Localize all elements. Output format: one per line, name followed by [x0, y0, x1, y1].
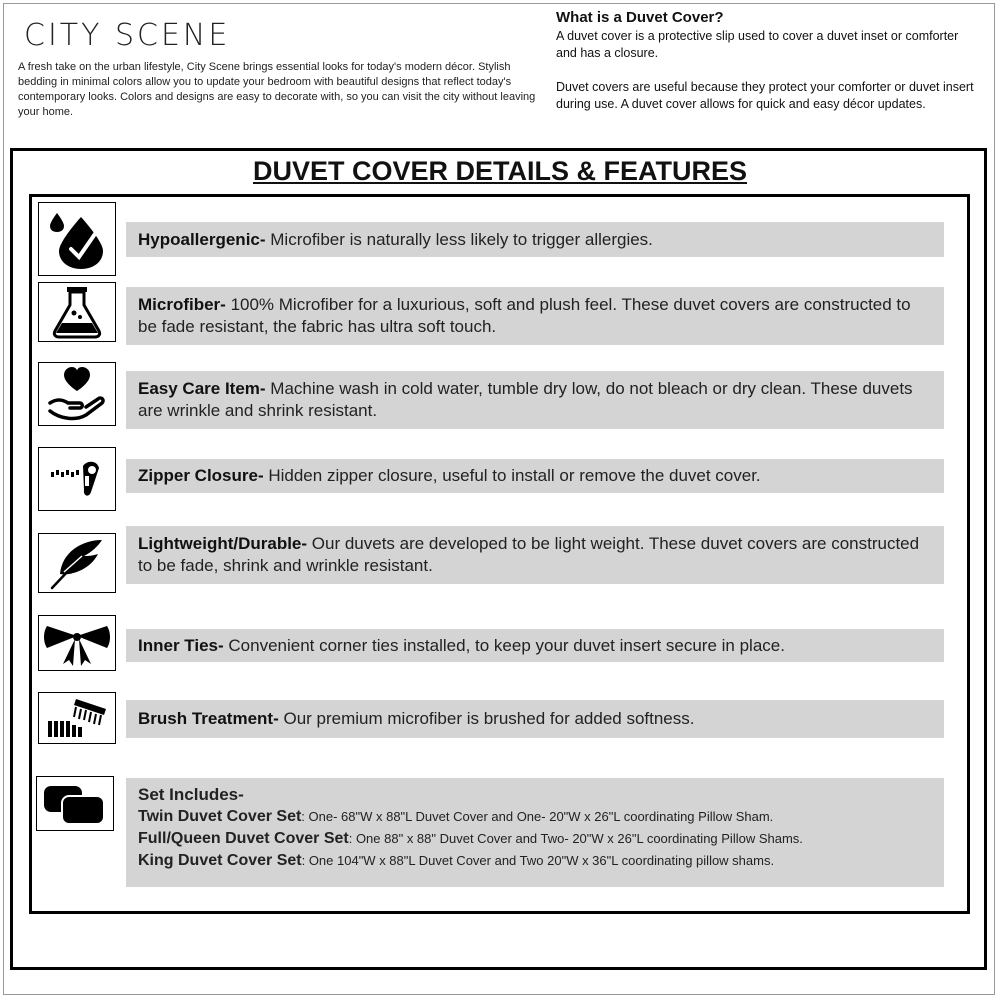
feature-inner-ties: [126, 629, 944, 662]
brush-icon: [38, 692, 116, 744]
brand-logo: [24, 14, 314, 54]
water-drop-check-icon: [38, 202, 116, 276]
feature-label: Zipper Closure-: [138, 466, 264, 485]
set-line-twin: [138, 806, 932, 828]
feature-lightweight-durable: [126, 526, 944, 584]
feature-text: 100% Microfiber for a luxurious, soft and plush feel. These duvet covers are constructed to be fade resistant, the fabric has ultra soft touch.: [138, 295, 911, 336]
feature-label: Lightweight/Durable-: [138, 534, 308, 553]
feather-icon: [38, 533, 116, 593]
set-name: Twin Duvet Cover Set: [138, 808, 302, 825]
feature-easy-care: [126, 371, 944, 429]
bow-tie-icon: [38, 615, 116, 671]
set-detail: : One 104"W x 88"L Duvet Cover and Two 20"W x 36"L coordinating pillow shams.: [301, 853, 775, 868]
feature-text: Hidden zipper closure, useful to install or remove the duvet cover.: [263, 466, 761, 485]
zipper-icon: [38, 447, 116, 511]
feature-microfiber: [126, 287, 944, 345]
set-name: King Duvet Cover Set: [138, 852, 302, 869]
feature-label: Hypoallergenic-: [138, 229, 266, 249]
feature-label: Microfiber-: [138, 295, 226, 314]
set-includes-title: Set Includes-: [138, 785, 244, 804]
set-includes-panel: [126, 778, 944, 887]
feature-label: Easy Care Item-: [138, 379, 266, 398]
faq-title: What is a Duvet Cover?: [556, 9, 724, 26]
feature-label: Inner Ties-: [138, 635, 224, 655]
brand-name: CITY SCENE: [24, 18, 231, 53]
feature-text: Convenient corner ties installed, to keep your duvet insert secure in place.: [223, 635, 785, 655]
feature-text: Microfiber is naturally less likely to trigger allergies.: [265, 229, 653, 249]
feature-text: Our premium microfiber is brushed for added softness.: [278, 709, 695, 728]
faq-answer-1: A duvet cover is a protective slip used to cover a duvet inset or comforter and has a closure.: [556, 29, 959, 60]
set-name: Full/Queen Duvet Cover Set: [138, 830, 349, 847]
section-title: DUVET COVER DETAILS & FEATURES: [252, 156, 748, 186]
set-line-full-queen: [138, 828, 932, 850]
set-detail: : One 88" x 88" Duvet Cover and Two- 20"W x 26"L coordinating Pillow Shams.: [348, 831, 803, 846]
heart-in-hand-icon: [38, 362, 116, 426]
feature-zipper-closure: [126, 459, 944, 493]
feature-brush-treatment: [126, 700, 944, 738]
pillow-sham-icon: [36, 776, 114, 831]
set-detail: : One- 68"W x 88"L Duvet Cover and One- 20"W x 26"L coordinating Pillow Sham.: [301, 809, 774, 824]
faq-answer-2: Duvet covers are useful because they protect your comforter or duvet insert during use. A duvet cover allows for quick and easy décor updates.: [556, 80, 974, 111]
feature-label: Brush Treatment-: [138, 709, 279, 728]
intro-text: A fresh take on the urban lifestyle, City Scene brings essential looks for today's modern décor. Stylish bedding in minimal colors allow you to update your bedroom with beautiful designs that reflect today's contemporary looks. Colors and designs are easy to decorate with, so you can visit the city without leaving your home.: [18, 61, 536, 118]
faq-block: [556, 8, 976, 113]
lab-flask-icon: [38, 282, 116, 342]
feature-text: Our duvets are developed to be light weight. These duvet covers are constructed to be fade, shrink and wrinkle resistant.: [138, 534, 920, 575]
set-line-king: [138, 850, 932, 872]
feature-text: Machine wash in cold water, tumble dry low, do not bleach or dry clean. These duvets are wrinkle and shrink resistant.: [138, 379, 913, 420]
feature-hypoallergenic: [126, 222, 944, 257]
